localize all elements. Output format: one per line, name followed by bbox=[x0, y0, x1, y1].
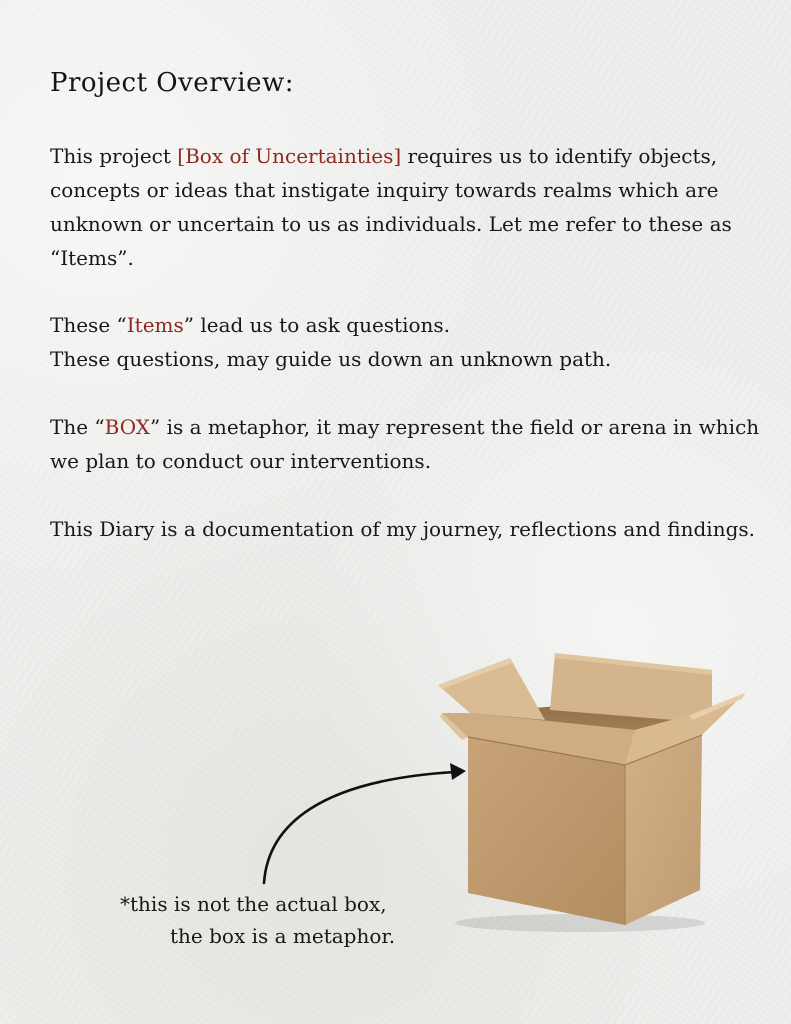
footnote-line1: *this is not the actual box, bbox=[120, 892, 387, 916]
curved-arrow-icon bbox=[250, 755, 480, 895]
paragraph2-text-end: ” lead us to ask questions. bbox=[183, 313, 451, 337]
paragraph3-text-start: The “ bbox=[50, 415, 105, 439]
paragraph1-text-end: requires us to identify objects, concepts or ideas that instigate inquiry towards realms which are unknown or uncertain to us as individuals. Let me refer to these as “Items”. bbox=[50, 144, 732, 270]
paragraph2-line2: These questions, may guide us down an unknown path. bbox=[50, 347, 612, 371]
paragraph3-text-end: ” is a metaphor, it may represent the field or arena in which we plan to conduct our interventions. bbox=[50, 415, 760, 473]
paragraph-box-metaphor bbox=[50, 410, 770, 478]
box-highlight: BOX bbox=[104, 415, 150, 439]
page-title: Project Overview: bbox=[50, 68, 295, 98]
items-highlight: Items bbox=[126, 313, 184, 337]
paragraph-items bbox=[50, 308, 770, 376]
paragraph-diary: This Diary is a documentation of my journey, reflections and findings. bbox=[50, 517, 756, 541]
footnote-line2: the box is a metaphor. bbox=[170, 924, 396, 948]
paragraph2-text-start: These “ bbox=[50, 313, 127, 337]
paragraph-project-description bbox=[50, 139, 770, 275]
project-name-highlight: [Box of Uncertainties] bbox=[177, 144, 402, 168]
paragraph1-text-start: This project bbox=[50, 144, 178, 168]
box-footnote bbox=[120, 888, 395, 952]
